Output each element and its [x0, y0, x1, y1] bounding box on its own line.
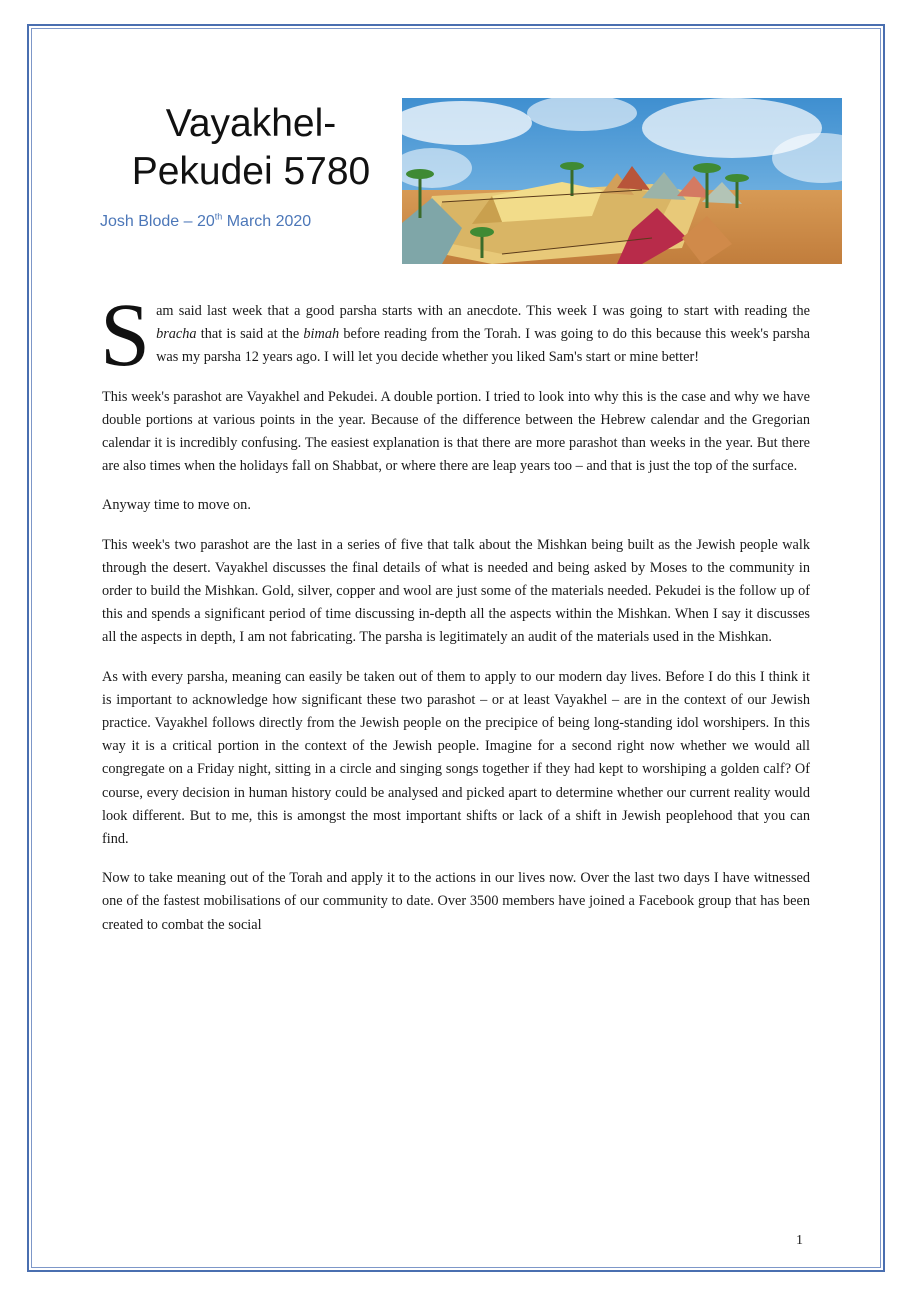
mishkan-illustration-svg [402, 98, 842, 264]
term-bracha: bracha [156, 326, 197, 343]
byline-month-year: March 2020 [222, 213, 312, 230]
paragraph-2: This week's parashot are Vayakhel and Pekudei. A double portion. I tried to look into why this is the case and why we have double portions at various points in the year. Because of the difference between the Hebrew calendar and the Gregorian calendar it is incredibly confusing. The easiest explanation is that there are more parashot than weeks in the year. But there are also times when the holidays fall on Shabbat, or where there are leap years too – and that is just the top of the surface. [102, 388, 810, 475]
article-body [100, 286, 810, 953]
title-line-2: Pekudei 5780 [131, 150, 371, 193]
document-title [106, 100, 396, 196]
paragraph-3: Anyway time to move on. [102, 497, 251, 514]
mishkan-desert-illustration [402, 98, 842, 264]
paragraph-1-text-3: before reading from the Torah. I was going to do this because this week's parsha was my parsha 12 years ago. I will let you decide whether you liked Sam's start or mine better! [156, 326, 810, 366]
byline-ordinal: th [214, 211, 223, 222]
paragraph-1-text: am said last week that a good parsha starts with an anecdote. This week I was going to start with reading the [156, 303, 810, 319]
byline-author-date: Josh Blode – 20 [100, 213, 215, 230]
term-bimah: bimah [303, 326, 340, 343]
paragraph-4: This week's two parashot are the last in a series of five that talk about the Mishkan being built as the Jewish people walk through the desert. Vayakhel discusses the final details of what is needed and being asked by Moses to the community in order to build the Mishkan. Gold, silver, copper and wool are just some of the materials needed. Pekudei is the follow up of this and spends a significant period of time discussing in-depth all the aspects within the Mishkan. When I say it discusses all the aspects in depth, I am not fabricating. The parsha is legitimately an audit of the materials used in the Mishkan. [102, 536, 810, 646]
drop-cap: S [100, 286, 151, 385]
paragraph-5: As with every parsha, meaning can easily be taken out of them to apply to our modern day lives. Before I do this I think it is important to acknowledge how significant these two parashot – or at least Vayakhel – are in the context of our Jewish practice. Vayakhel follows directly from the Jewish people on the precipice of being long-standing idol worshipers. In this way it is a critical portion in the context of the Jewish people. Imagine for a second right now whether we would all congregate on a Friday night, sitting in a circle and singing songs together if they had kept to worshiping a golden calf? Of course, every decision in human history could be analysed and picked apart to determine whether our current reality would look different. But to me, this is amongst the most important shifts or lack of a shift in Jewish peoplehood that you can find. [102, 668, 810, 848]
paragraph-6: Now to take meaning out of the Torah and apply it to the actions in our lives now. Over the last two days I have witnessed one of the fastest mobilisations of our community to date. Over 3500 members have joined a Facebook group that has been created to combat the social [102, 870, 810, 933]
title-line-1: Vayakhel- [165, 102, 337, 145]
page-number: 1 [796, 1233, 803, 1248]
paragraph-1-text-2: that is said at the [196, 326, 304, 343]
author-byline [100, 213, 400, 231]
paragraph-1 [100, 286, 810, 385]
